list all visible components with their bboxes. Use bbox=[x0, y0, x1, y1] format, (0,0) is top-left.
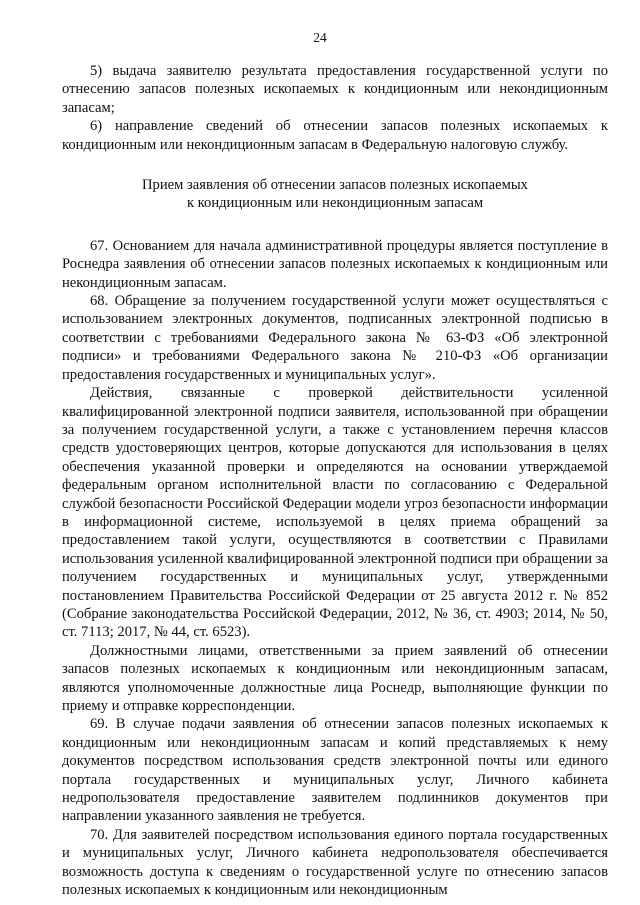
section-heading bbox=[62, 176, 608, 213]
paragraph-68: 68. Обращение за получением государственной услуги может осуществляться с использованием электронных документов, подписанных электронной подписью в соответствии с требованиями Федерального закона № 63-ФЗ «Об электронной подписи» и требованиями Федерального закона № 210-ФЗ «Об организации предоставления государственных и муниципальных услуг». bbox=[62, 293, 608, 383]
section-heading-line-2: к кондиционным или некондиционным запасам bbox=[186, 195, 484, 212]
document-body bbox=[62, 62, 608, 899]
list-item-6: 6) направление сведений об отнесении запасов полезных ископаемых к кондиционным или некондиционным запасам в Федеральную налоговую службу. bbox=[62, 118, 608, 153]
page-number: 24 bbox=[313, 30, 327, 45]
paragraph-responsible-officials: Должностными лицами, ответственными за прием заявлений об отнесении запасов полезных ископаемых к кондиционным или некондиционным запасам, являются уполномоченные должностные лица Роснедр, выполняющие функции по приему и отправке корреспонденции. bbox=[62, 642, 608, 714]
paragraph-69: 69. В случае подачи заявления об отнесении запасов полезных ископаемых к кондиционным или некондиционным запасам и копий представляемых к нему документов посредством использования средств электронной почты или единого портала государственных и муниципальных услуг, Личного кабинета недропользователя предоставление заявителем подлинников документов при направлении указанного заявления не требуется. bbox=[62, 716, 608, 825]
paragraph-signature-verification: Действия, связанные с проверкой действительности усиленной квалифицированной электронной подписи заявителя, использованной при обращении за получением государственной услуги, а также с установлением перечня классов средств удостоверяющих центров, которые допускаются для использования в целях обеспечения указанной проверки и определяются на основании утверждаемой федеральным органом исполнительной власти по согласованию с Федеральной службой безопасности Российской Федерации модели угроз безопасности информации в информационной системе, используемой в целях приема обращений за предоставлением такой услуги, осуществляются в соответствии с Правилами использования усиленной квалифицированной электронной подписи при обращении за получением государственных и муниципальных услуг, утвержденными постановлением Правительства Российской Федерации от 25 августа 2012 г. № 852 (Собрание законодательства Российской Федерации, 2012, № 36, ст. 4903; 2014, № 50, ст. 7113; 2017, № 44, ст. 6523). bbox=[62, 385, 608, 641]
section-heading-line-1: Прием заявления об отнесении запасов полезных ископаемых bbox=[142, 177, 528, 194]
paragraph-70: 70. Для заявителей посредством использования единого портала государственных и муниципальных услуг, Личного кабинета недропользователя обеспечивается возможность доступа к сведениям о государственной услуге по отнесению запасов полезных ископаемых к кондиционным или некондиционным bbox=[62, 826, 608, 899]
list-item-5: 5) выдача заявителю результата предоставления государственной услуги по отнесению запасов полезных ископаемых к кондиционным или некондиционным запасам; bbox=[62, 63, 608, 116]
paragraph-67: 67. Основанием для начала административной процедуры является поступление в Роснедра заявления об отнесении запасов полезных ископаемых к кондиционным или некондиционным запасам. bbox=[62, 237, 608, 291]
